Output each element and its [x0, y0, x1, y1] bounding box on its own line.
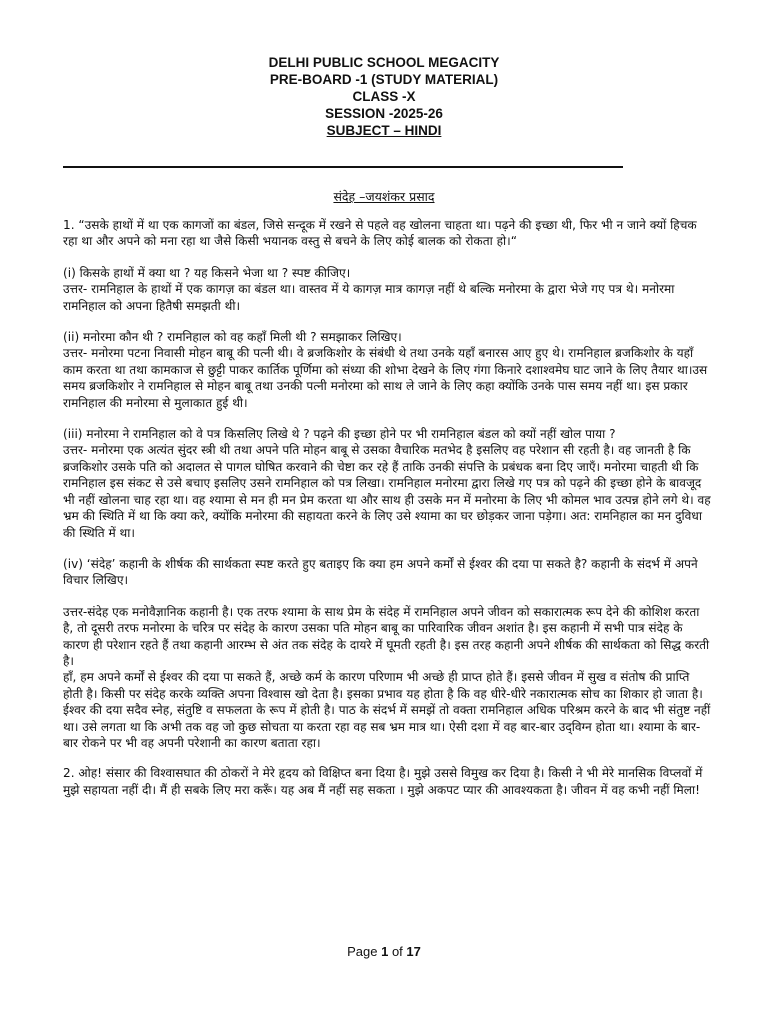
answer-4-part-1: उत्तर-संदेह एक मनोवैज्ञानिक कहानी है। एक तरफ श्यामा के साथ प्रेम के संदेह में रामनिहाल अपने जीवन को सकारात्मक रूप देने की कोशिश करता है, तो दूसरी तरफ मनोरमा के चरित्र पर संदेह के कारण उसका पति मोहन बाबू का पारिवारिक जीवन अशांत है। इस कहानी में सभी पात्र संदेह के कारण ही परेशान रहते हैं तथा कहानी आरम्भ से अंत तक संदेह के दायरे में घूमती रहती है। इस तरह कहानी अपने शीर्षक की सार्थकता को सिद्ध करती है।	[63, 604, 710, 668]
school-name: DELHI PUBLIC SCHOOL MEGACITY	[268, 55, 500, 70]
answer-3: उत्तर- मनोरमा एक अत्यंत सुंदर स्त्री थी तथा अपने पति मोहन बाबू से उसका वैचारिक मतभेद है इसलिए वह परेशान सी रहती है। वह जानती है कि ब्रजकिशोर उसके पति को अदालत से पागल घोषित करवाने की चेष्टा कर रहे हैं ताकि उनकी संपत्ति के प्रबंधक बना दिए जाएँ। मनोरमा चाहती थी कि रामनिहाल इस संकट से उसे बचाए इसलिए उसने रामनिहाल को पत्र लिखा। रामनिहाल मनोरमा द्वारा लिखे गए पत्र को पढ़ने की इच्छा होने के बावजूद भी नहीं खोलना चाह रहा था। वह श्यामा से मन ही मन प्रेम करता था और साथ ही उसके मन में मनोरमा के लिए भी कोमल भाव उत्पन्न होने लगे थे। वह भ्रम की स्थिति में था कि क्या करे, क्योंकि मनोरमा की सहायता करने के लिए उसे श्यामा का घर छोड़कर जाना पड़ेगा। अत: रामनिहाल का मन दुविधा की स्थिति में था।	[63, 443, 711, 540]
passage-2: 2. ओह! संसार की विश्वासघात की ठोकरों ने मेरे हृदय को विक्षिप्त बना दिया है। मुझे उससे विमुख कर दिया है। किसी ने भी मेरे मानसिक विप्लवों में मुझे सहायता नहीं दी। मैं ही सबके लिए मरा करूँ। यह अब मैं नहीं सह सकता । मुझे अकपट प्यार की आवश्यकता है। जीवन में वह कभी नहीं मिला!	[63, 766, 703, 797]
page-footer	[0, 944, 768, 959]
header-divider	[63, 166, 623, 168]
passage-1: 1. “उसके हाथों में था एक कागजों का बंडल, जिसे सन्दूक में रखने से पहले वह खोलना चाहता था। पढ़ने की इच्छा थी, फिर भी न जाने क्यों हिचक रहा था और अपने को मना रहा था जैसे किसी भयानक वस्तु से बचने के लिए कोई बालक को रोकता हो।“	[63, 218, 697, 249]
of-word: of	[391, 944, 403, 959]
class-label: CLASS -X	[352, 89, 416, 104]
document-header	[0, 54, 768, 139]
question-2: (ii) मनोरमा कौन थी ? रामनिहाल को वह कहाँ मिली थी ? समझाकर लिखिए।	[63, 330, 402, 345]
chapter-title: संदेह –जयशंकर प्रसाद	[333, 189, 435, 204]
answer-2: उत्तर- मनोरमा पटना निवासी मोहन बाबू की पत्नी थी। वे ब्रजकिशोर के संबंधी थे तथा उनके यहाँ बनारस आए हुए थे। रामनिहाल ब्रजकिशोर के यहाँ काम करता था तथा कामकाज से छुट्टी पाकर कार्तिक पूर्णिमा को संध्या की शोभा देखने के लिए गंगा किनारे दशाश्वमेघ घाट जाने के लिए तैयार था।उस समय ब्रजकिशोर ने रामनिहाल से मोहन बाबू तथा उनकी पत्नी मनोरमा को साथ ले जाने के लिए कहा क्योंकि उनके पास समय नहीं था। इस प्रकार रामनिहाल की मनोरमा से मुलाकात हुई थी।	[63, 346, 708, 410]
question-1: (i) किसके हाथों में क्या था ? यह किसने भेजा था ? स्पष्ट कीजिए।	[63, 265, 351, 280]
document-body	[63, 217, 711, 813]
page-word: Page	[347, 944, 378, 959]
session-label: SESSION -2025-26	[325, 106, 443, 121]
current-page-number: 1	[381, 944, 389, 959]
subject-label: SUBJECT – HINDI	[326, 123, 442, 138]
question-4: (iv) ‘संदेह’ कहानी के शीर्षक की सार्थकता स्पष्ट करते हुए बताइए कि क्या हम अपने कर्मों से ईश्वर की दया पा सकते है? कहानी के संदर्भ में अपने विचार लिखिए।	[63, 556, 698, 588]
total-pages-number: 17	[406, 944, 421, 959]
exam-name: PRE-BOARD -1 (STUDY MATERIAL)	[269, 72, 499, 87]
answer-1: उत्तर- रामनिहाल के हाथों में एक कागज़ का बंडल था। वास्तव में ये कागज़ मात्र कागज़ नहीं थे बल्कि मनोरमा के द्वारा भेजे गए पत्र थे। मनोरमा रामनिहाल को अपना हितैषी समझती थी।	[63, 282, 675, 313]
answer-4-part-2: हाँ, हम अपने कर्मों से ईश्वर की दया पा सकते हैं, अच्छे कर्म के कारण परिणाम भी अच्छे ही प्राप्त होते हैं। इससे जीवन में सुख व संतोष की प्राप्ति होती है। किसी पर संदेह करके व्यक्ति अपना विश्वास खो देता है। इसका प्रभाव यह होता है कि वह धीरे-धीरे नकारात्मक सोच का शिकार हो जाता है। ईश्वर की दया सदैव स्नेह, संतुष्टि व सफलता के रूप में होती है। पाठ के संदर्भ में समझें तो वक्ता रामनिहाल अधिक परिश्रम करने के बाद भी संतुष्ट नहीं था। उसे लगता था कि अभी तक वह जो कुछ सोचता या करता रहा वह सब भ्रम मात्र था। ऐसी दशा में वह बार-बार उद्‌विग्न होता था। श्यामा के बार-बार रोकने पर भी वह अपनी परेशानी का कारण बताता रहा।	[63, 670, 711, 750]
question-3: (iii) मनोरमा ने रामनिहाल को वे पत्र किसलिए लिखे थे ? पढ़ने की इच्छा होने पर भी रामनिहाल बंडल को क्यों नहीं खोल पाया ?	[63, 427, 616, 442]
